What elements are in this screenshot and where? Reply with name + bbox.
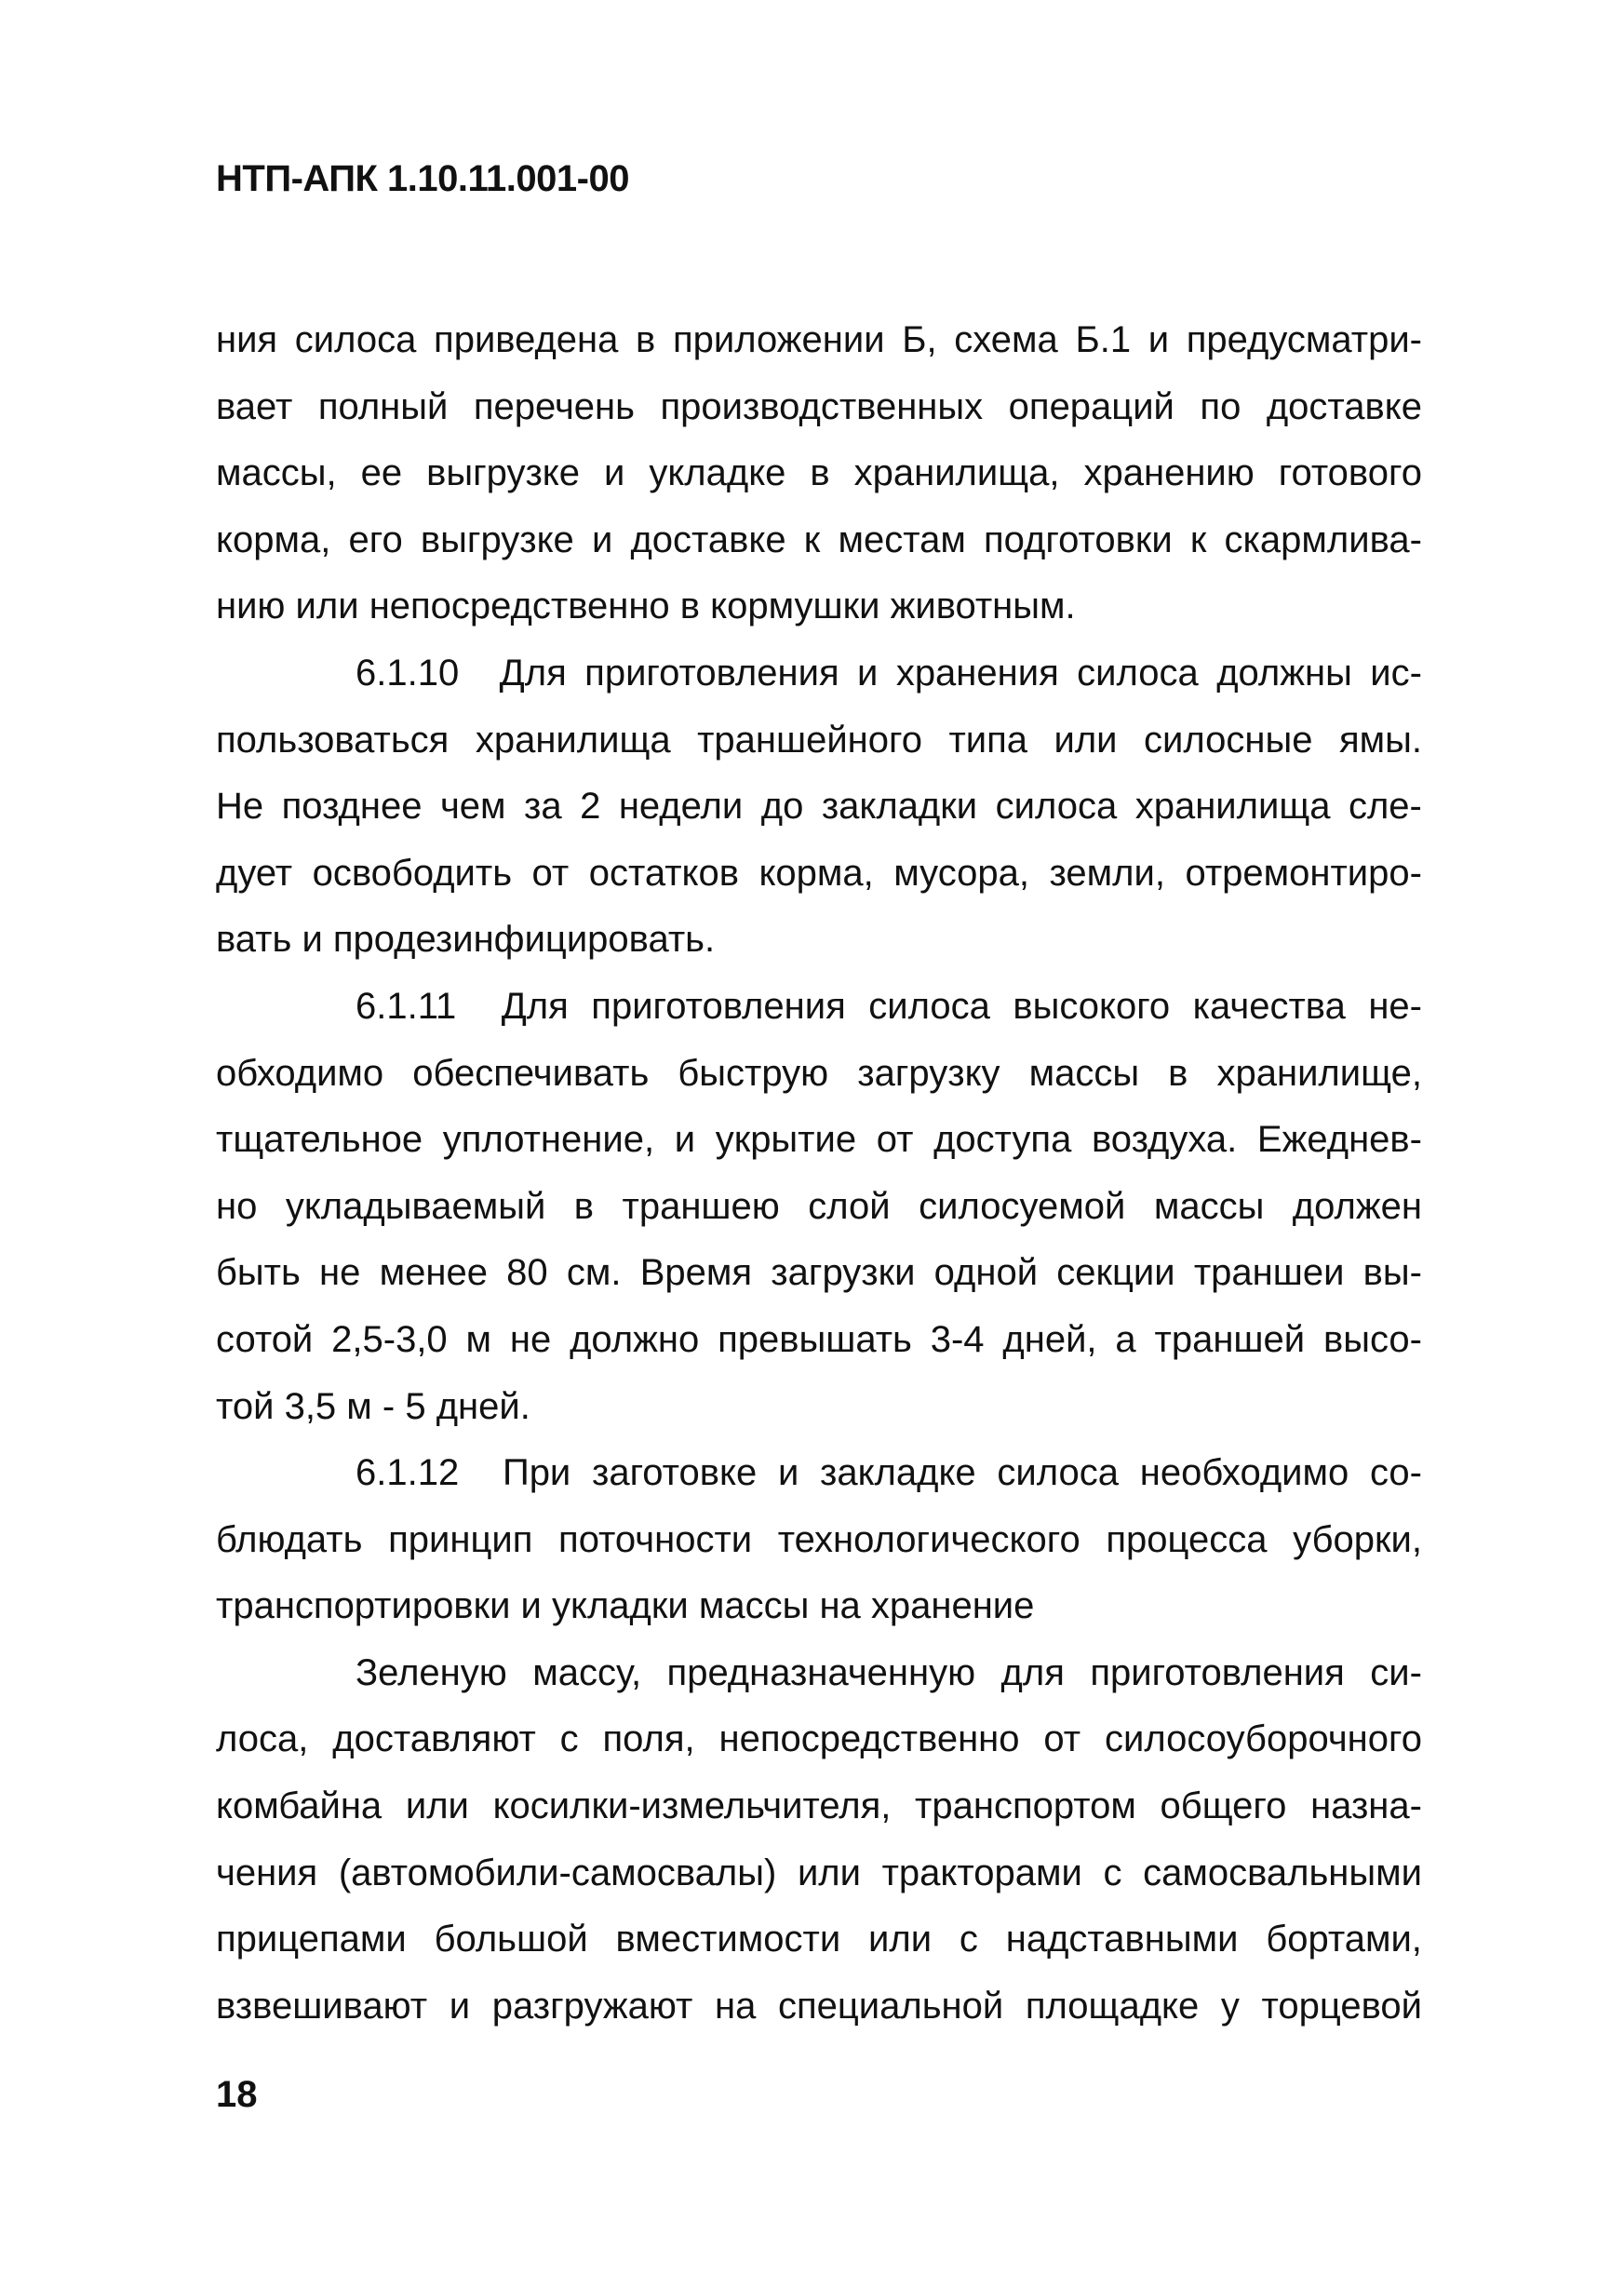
- word: чем: [439, 786, 506, 828]
- word: хранилища: [475, 719, 671, 761]
- text-line: [216, 974, 1422, 1041]
- word: дней,: [1002, 1318, 1097, 1360]
- word: силоса: [997, 1452, 1120, 1494]
- word: должен: [1292, 1185, 1422, 1227]
- word: закладки: [821, 786, 978, 828]
- word: см.: [566, 1252, 622, 1294]
- word: траншейного: [697, 719, 922, 761]
- word: корма,: [758, 852, 874, 894]
- word: предназначенную: [666, 1651, 976, 1693]
- word: в: [810, 452, 830, 494]
- word: секции: [1056, 1252, 1175, 1294]
- word: Время: [639, 1252, 753, 1294]
- word: ния: [216, 319, 278, 360]
- word: освободить: [312, 852, 513, 894]
- section-number: 6.1.10: [356, 652, 460, 694]
- text-line: [216, 1840, 1422, 1907]
- word: уплотнение,: [442, 1119, 655, 1161]
- word: траншей: [1154, 1318, 1306, 1360]
- word: вместимости: [615, 1919, 841, 1960]
- word: ис-: [1370, 652, 1422, 694]
- word: торцевой: [1261, 1985, 1422, 2027]
- word: и: [674, 1119, 696, 1161]
- text-line: [216, 1307, 1422, 1374]
- word: со-: [1369, 1452, 1422, 1494]
- word: специальной: [777, 1985, 1004, 2027]
- word: ямы.: [1338, 719, 1422, 761]
- word: и: [603, 452, 625, 494]
- word: или: [868, 1919, 933, 1960]
- word: выгрузке: [420, 519, 574, 560]
- document-code-header: НТП-АПК 1.10.11.001-00: [216, 158, 629, 199]
- word: не: [509, 1318, 552, 1360]
- text-line: [216, 1174, 1422, 1241]
- word: к: [1189, 519, 1207, 560]
- line-text: вать и продезинфицировать.: [216, 919, 716, 961]
- word: общего: [1160, 1785, 1287, 1827]
- word: корма,: [216, 519, 331, 560]
- line-text: той 3,5 м - 5 дней.: [216, 1385, 530, 1427]
- word: траншею: [622, 1185, 780, 1227]
- word: приведена: [434, 319, 619, 360]
- word: предусматри-: [1186, 319, 1422, 360]
- word: сле-: [1348, 786, 1422, 828]
- word: в: [636, 319, 656, 360]
- word: слой: [808, 1185, 891, 1227]
- word: 2,5-3,0: [331, 1318, 448, 1360]
- word: принцип: [388, 1518, 533, 1560]
- text-line: [216, 907, 1422, 974]
- text-line: [216, 1573, 1422, 1640]
- text-line: [216, 1773, 1422, 1840]
- word: перечень: [473, 385, 635, 427]
- word: поля,: [602, 1718, 695, 1760]
- word: уборки,: [1293, 1518, 1422, 1560]
- word: 2: [580, 786, 601, 828]
- word: быть: [216, 1252, 301, 1294]
- line-text: нию или непосредственно в кормушки животным.: [216, 586, 1076, 627]
- word: производственных: [660, 385, 984, 427]
- word: процесса: [1106, 1518, 1268, 1560]
- word: бортами,: [1266, 1919, 1422, 1960]
- text-line: [216, 307, 1422, 374]
- word: самосвальными: [1143, 1852, 1422, 1893]
- word: хранению: [1083, 452, 1255, 494]
- word: качества: [1192, 985, 1346, 1027]
- word: загрузки: [771, 1252, 916, 1294]
- word: чения: [216, 1852, 318, 1893]
- word: и: [777, 1452, 799, 1494]
- word: Зеленую: [356, 1651, 507, 1693]
- word: м: [465, 1318, 492, 1360]
- word: силосуемой: [919, 1185, 1126, 1227]
- word: позднее: [281, 786, 423, 828]
- word: хранилища: [1134, 786, 1331, 828]
- word: доставке: [630, 519, 786, 560]
- word: силоса: [995, 786, 1118, 828]
- word: хранения: [895, 652, 1059, 694]
- word: закладке: [820, 1452, 976, 1494]
- word: назна-: [1310, 1785, 1422, 1827]
- text-line: [216, 1906, 1422, 1973]
- word: для: [1000, 1651, 1065, 1693]
- word: косилки-измельчителя,: [492, 1785, 892, 1827]
- word: остатков: [588, 852, 739, 894]
- word: загрузку: [857, 1052, 1000, 1094]
- word: большой: [434, 1919, 588, 1960]
- word: с: [559, 1718, 579, 1760]
- word: до: [760, 786, 804, 828]
- word: но: [216, 1185, 258, 1227]
- word: и: [857, 652, 879, 694]
- word: 80: [506, 1252, 548, 1294]
- word: хранилище,: [1216, 1052, 1422, 1094]
- word: от: [1043, 1718, 1081, 1760]
- word: массы: [1153, 1185, 1265, 1227]
- word: менее: [379, 1252, 488, 1294]
- word: а: [1115, 1318, 1136, 1360]
- word: доставляют: [332, 1718, 536, 1760]
- word: за: [524, 786, 562, 828]
- text-line: [216, 1640, 1422, 1707]
- word: с: [1103, 1852, 1122, 1893]
- word: разгружают: [491, 1985, 693, 2027]
- word: ее: [360, 452, 403, 494]
- word: скармлива-: [1224, 519, 1422, 560]
- word: не-: [1368, 985, 1422, 1027]
- word: силоса: [1077, 652, 1199, 694]
- word: с: [959, 1919, 978, 1960]
- word: высо-: [1322, 1318, 1422, 1360]
- word: от: [531, 852, 570, 894]
- word: обеспечивать: [412, 1052, 650, 1094]
- word: недели: [618, 786, 744, 828]
- word: тракторами: [881, 1852, 1082, 1893]
- word: отремонтиро-: [1185, 852, 1422, 894]
- word: При: [502, 1452, 571, 1494]
- word: выгрузке: [426, 452, 580, 494]
- word: на: [715, 1985, 757, 2027]
- word: 3-4: [930, 1318, 985, 1360]
- word: транспортом: [915, 1785, 1136, 1827]
- word: схема: [954, 319, 1058, 360]
- text-line: [216, 573, 1422, 640]
- word: массу,: [532, 1651, 642, 1693]
- word: дует: [216, 852, 293, 894]
- word: должно: [570, 1318, 700, 1360]
- word: доставке: [1266, 385, 1422, 427]
- section-number: 6.1.12: [356, 1452, 460, 1494]
- word: массы,: [216, 452, 337, 494]
- word: от: [876, 1119, 914, 1161]
- word: сотой: [216, 1318, 314, 1360]
- word: поточности: [558, 1518, 753, 1560]
- text-line: [216, 440, 1422, 507]
- word: непосредственно: [718, 1718, 1020, 1760]
- word: Б,: [902, 319, 937, 360]
- word: (автомобили-самосвалы): [338, 1852, 777, 1893]
- word: силоса: [294, 319, 417, 360]
- word: надставными: [1005, 1919, 1239, 1960]
- word: хранилища,: [853, 452, 1060, 494]
- word: приложении: [672, 319, 885, 360]
- word: в: [573, 1185, 595, 1227]
- word: лоса,: [216, 1718, 309, 1760]
- word: тщательное: [216, 1119, 423, 1161]
- word: должны: [1216, 652, 1352, 694]
- word: его: [348, 519, 403, 560]
- word: укладываемый: [285, 1185, 546, 1227]
- word: земли,: [1049, 852, 1165, 894]
- word: необходимо: [1139, 1452, 1349, 1494]
- word: или: [797, 1852, 861, 1893]
- page-number: 18: [216, 2074, 258, 2115]
- word: готового: [1278, 452, 1422, 494]
- text-line: [216, 640, 1422, 707]
- text-line: [216, 774, 1422, 841]
- word: мусора,: [893, 852, 1030, 894]
- word: массы: [1028, 1052, 1140, 1094]
- text-line: [216, 841, 1422, 908]
- text-line: [216, 507, 1422, 574]
- word: и: [1148, 319, 1170, 360]
- word: Не: [216, 786, 264, 828]
- text-line: [216, 1440, 1422, 1507]
- text-line: [216, 1240, 1422, 1307]
- word: укладке: [649, 452, 786, 494]
- word: Б.1: [1075, 319, 1132, 360]
- text-line: [216, 374, 1422, 441]
- word: траншеи: [1193, 1252, 1345, 1294]
- text-line: [216, 1374, 1422, 1441]
- word: Ежеднев-: [1256, 1119, 1422, 1161]
- section-number: 6.1.11: [356, 985, 457, 1027]
- word: не: [319, 1252, 361, 1294]
- word: подготовки: [984, 519, 1173, 560]
- line-text: транспортировки и укладки массы на хранение: [216, 1585, 1035, 1627]
- word: доступа: [933, 1119, 1072, 1161]
- word: вы-: [1362, 1252, 1422, 1294]
- word: пользоваться: [216, 719, 450, 761]
- word: си-: [1370, 1651, 1422, 1693]
- word: Для: [501, 985, 569, 1027]
- word: обходимо: [216, 1052, 384, 1094]
- word: к: [803, 519, 821, 560]
- word: высокого: [1013, 985, 1171, 1027]
- word: или: [1054, 719, 1118, 761]
- word: приготовления: [591, 985, 846, 1027]
- word: технологического: [777, 1518, 1080, 1560]
- text-line: [216, 1973, 1422, 2041]
- word: взвешивают: [216, 1985, 428, 2027]
- word: местам: [838, 519, 966, 560]
- word: в: [1168, 1052, 1188, 1094]
- text-line: [216, 1706, 1422, 1773]
- body-text: [216, 307, 1422, 2040]
- word: вает: [216, 385, 293, 427]
- word: силоса: [868, 985, 990, 1027]
- word: блюдать: [216, 1518, 363, 1560]
- word: по: [1200, 385, 1241, 427]
- word: типа: [948, 719, 1028, 761]
- word: одной: [933, 1252, 1039, 1294]
- text-line: [216, 1107, 1422, 1174]
- word: укрытие: [715, 1119, 857, 1161]
- word: или: [405, 1785, 469, 1827]
- word: силосные: [1144, 719, 1313, 761]
- word: прицепами: [216, 1919, 407, 1960]
- word: силосоуборочного: [1104, 1718, 1422, 1760]
- word: приготовления: [1090, 1651, 1345, 1693]
- text-line: [216, 1507, 1422, 1574]
- text-line: [216, 707, 1422, 775]
- word: и: [591, 519, 613, 560]
- word: Для: [499, 652, 567, 694]
- word: и: [449, 1985, 471, 2027]
- word: быструю: [678, 1052, 829, 1094]
- word: у: [1220, 1985, 1240, 2027]
- word: полный: [317, 385, 449, 427]
- word: воздуха.: [1091, 1119, 1238, 1161]
- word: превышать: [718, 1318, 912, 1360]
- word: операций: [1008, 385, 1174, 427]
- word: площадке: [1025, 1985, 1200, 2027]
- word: приготовления: [584, 652, 839, 694]
- text-line: [216, 1041, 1422, 1108]
- word: комбайна: [216, 1785, 383, 1827]
- word: заготовке: [592, 1452, 758, 1494]
